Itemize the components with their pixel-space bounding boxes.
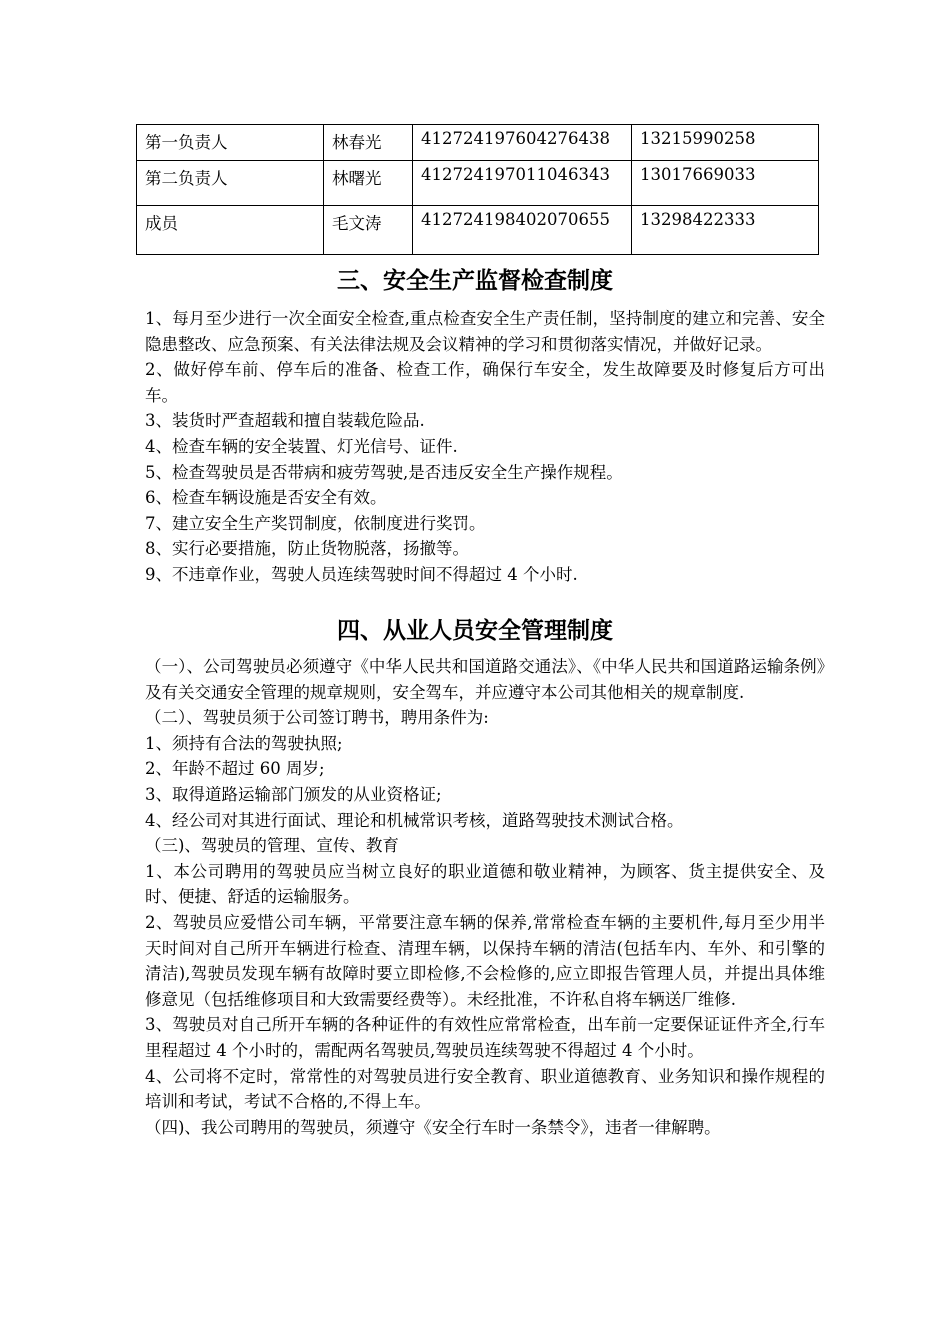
section4-item: （四)、我公司聘用的驾驶员，须遵守《安全行车时一条禁令》，违者一律解聘。 bbox=[145, 1117, 721, 1137]
table-cell-role: 第二负责人 bbox=[137, 161, 324, 206]
section4-item: 3、驾驶员对自己所开车辆的各种证件的有效性应常常检查，出车前一定要保证证件齐全,行车里程超过 4 个小时的，需配两名驾驶员,驾驶员连续驾驶不得超过 4 个小时。 bbox=[145, 1015, 825, 1060]
table-row bbox=[137, 161, 819, 206]
section4-item: （三)、驾驶员的管理、宣传、教育 bbox=[145, 836, 399, 856]
section3-item: 6、检查车辆设施是否安全有效。 bbox=[145, 488, 387, 508]
table-row bbox=[137, 125, 819, 161]
section4-item: （一）、公司驾驶员必须遵守《中华人民共和国道路交通法》、《中华人民共和国道路运输条例》及有关交通安全管理的规章规则，安全驾车，并应遵守本公司其他相关的规章制度. bbox=[145, 657, 825, 702]
responsibility-table bbox=[136, 124, 819, 255]
section4-item: 4、公司将不定时，常常性的对驾驶员进行安全教育、职业道德教育、业务知识和操作规程的培训和考试，考试不合格的,不得上车。 bbox=[145, 1066, 825, 1112]
table-cell-id: 412724197604276438 bbox=[413, 125, 632, 161]
table-cell-id: 412724198402070655 bbox=[413, 206, 632, 255]
table-cell-id: 412724197011046343 bbox=[413, 161, 632, 206]
table-row bbox=[137, 206, 819, 255]
table-cell-phone: 13215990258 bbox=[632, 125, 819, 161]
section4-body bbox=[145, 654, 825, 1140]
table-cell-phone: 13298422333 bbox=[632, 206, 819, 255]
section3-title: 三、安全生产监督检查制度 bbox=[337, 268, 613, 294]
section3-item: 1、每月至少进行一次全面安全检查,重点检查安全生产责任制，坚持制度的建立和完善、安全隐患整改、应急预案、有关法律法规及会议精神的学习和贯彻落实情况，并做好记录。 bbox=[145, 309, 825, 354]
section3-item: 5、检查驾驶员是否带病和疲劳驾驶,是否违反安全生产操作规程。 bbox=[145, 462, 623, 482]
section4-item: 4、经公司对其进行面试、理论和机械常识考核，道路驾驶技术测试合格。 bbox=[145, 810, 684, 830]
section3-item: 4、检查车辆的安全装置、灯光信号、证件. bbox=[145, 436, 458, 456]
section4-title: 四、从业人员安全管理制度 bbox=[337, 618, 613, 644]
section4-item: 1、本公司聘用的驾驶员应当树立良好的职业道德和敬业精神，为顾客、货主提供安全、及时、便捷、舒适的运输服务。 bbox=[145, 861, 825, 907]
table-cell-name: 林曙光 bbox=[324, 161, 413, 206]
section3-body bbox=[145, 306, 825, 588]
table-cell-name: 毛文涛 bbox=[324, 206, 413, 255]
table-cell-phone: 13017669033 bbox=[632, 161, 819, 206]
section3-item: 7、建立安全生产奖罚制度，依制度进行奖罚。 bbox=[145, 513, 486, 533]
section4-item: 2、驾驶员应爱惜公司车辆，平常要注意车辆的保养,常常检查车辆的主要机件,每月至少用半天时间对自己所开车辆进行检查、清理车辆，以保持车辆的清洁(包括车内、车外、和引擎的清洁),驾驶员发现车辆有故障时要立即检修,不会检修的,应立即报告管理人员，并提出具体维修意见（包括维修项目和大致需要经费等）。未经批准，不许私自将车辆送厂维修. bbox=[145, 912, 825, 1009]
section3-item: 3、装货时严查超载和擅自装载危险品. bbox=[145, 411, 425, 431]
section3-item: 2、做好停车前、停车后的准备、检查工作，确保行车安全，发生故障要及时修复后方可出车。 bbox=[145, 360, 825, 405]
section4-item: 3、取得道路运输部门颁发的从业资格证; bbox=[145, 784, 442, 804]
section4-item: （二）、驾驶员须于公司签订聘书，聘用条件为: bbox=[145, 708, 489, 728]
table-cell-role: 第一负责人 bbox=[137, 125, 324, 161]
table-cell-role: 成员 bbox=[137, 206, 324, 255]
section4-item: 1、须持有合法的驾驶执照; bbox=[145, 733, 343, 753]
section3-item: 8、实行必要措施，防止货物脱落，扬撤等。 bbox=[145, 539, 469, 559]
section3-item: 9、不违章作业，驾驶人员连续驾驶时间不得超过 4 个小时. bbox=[145, 564, 578, 584]
table-cell-name: 林春光 bbox=[324, 125, 413, 161]
section4-item: 2、年龄不超过 60 周岁; bbox=[145, 759, 325, 779]
